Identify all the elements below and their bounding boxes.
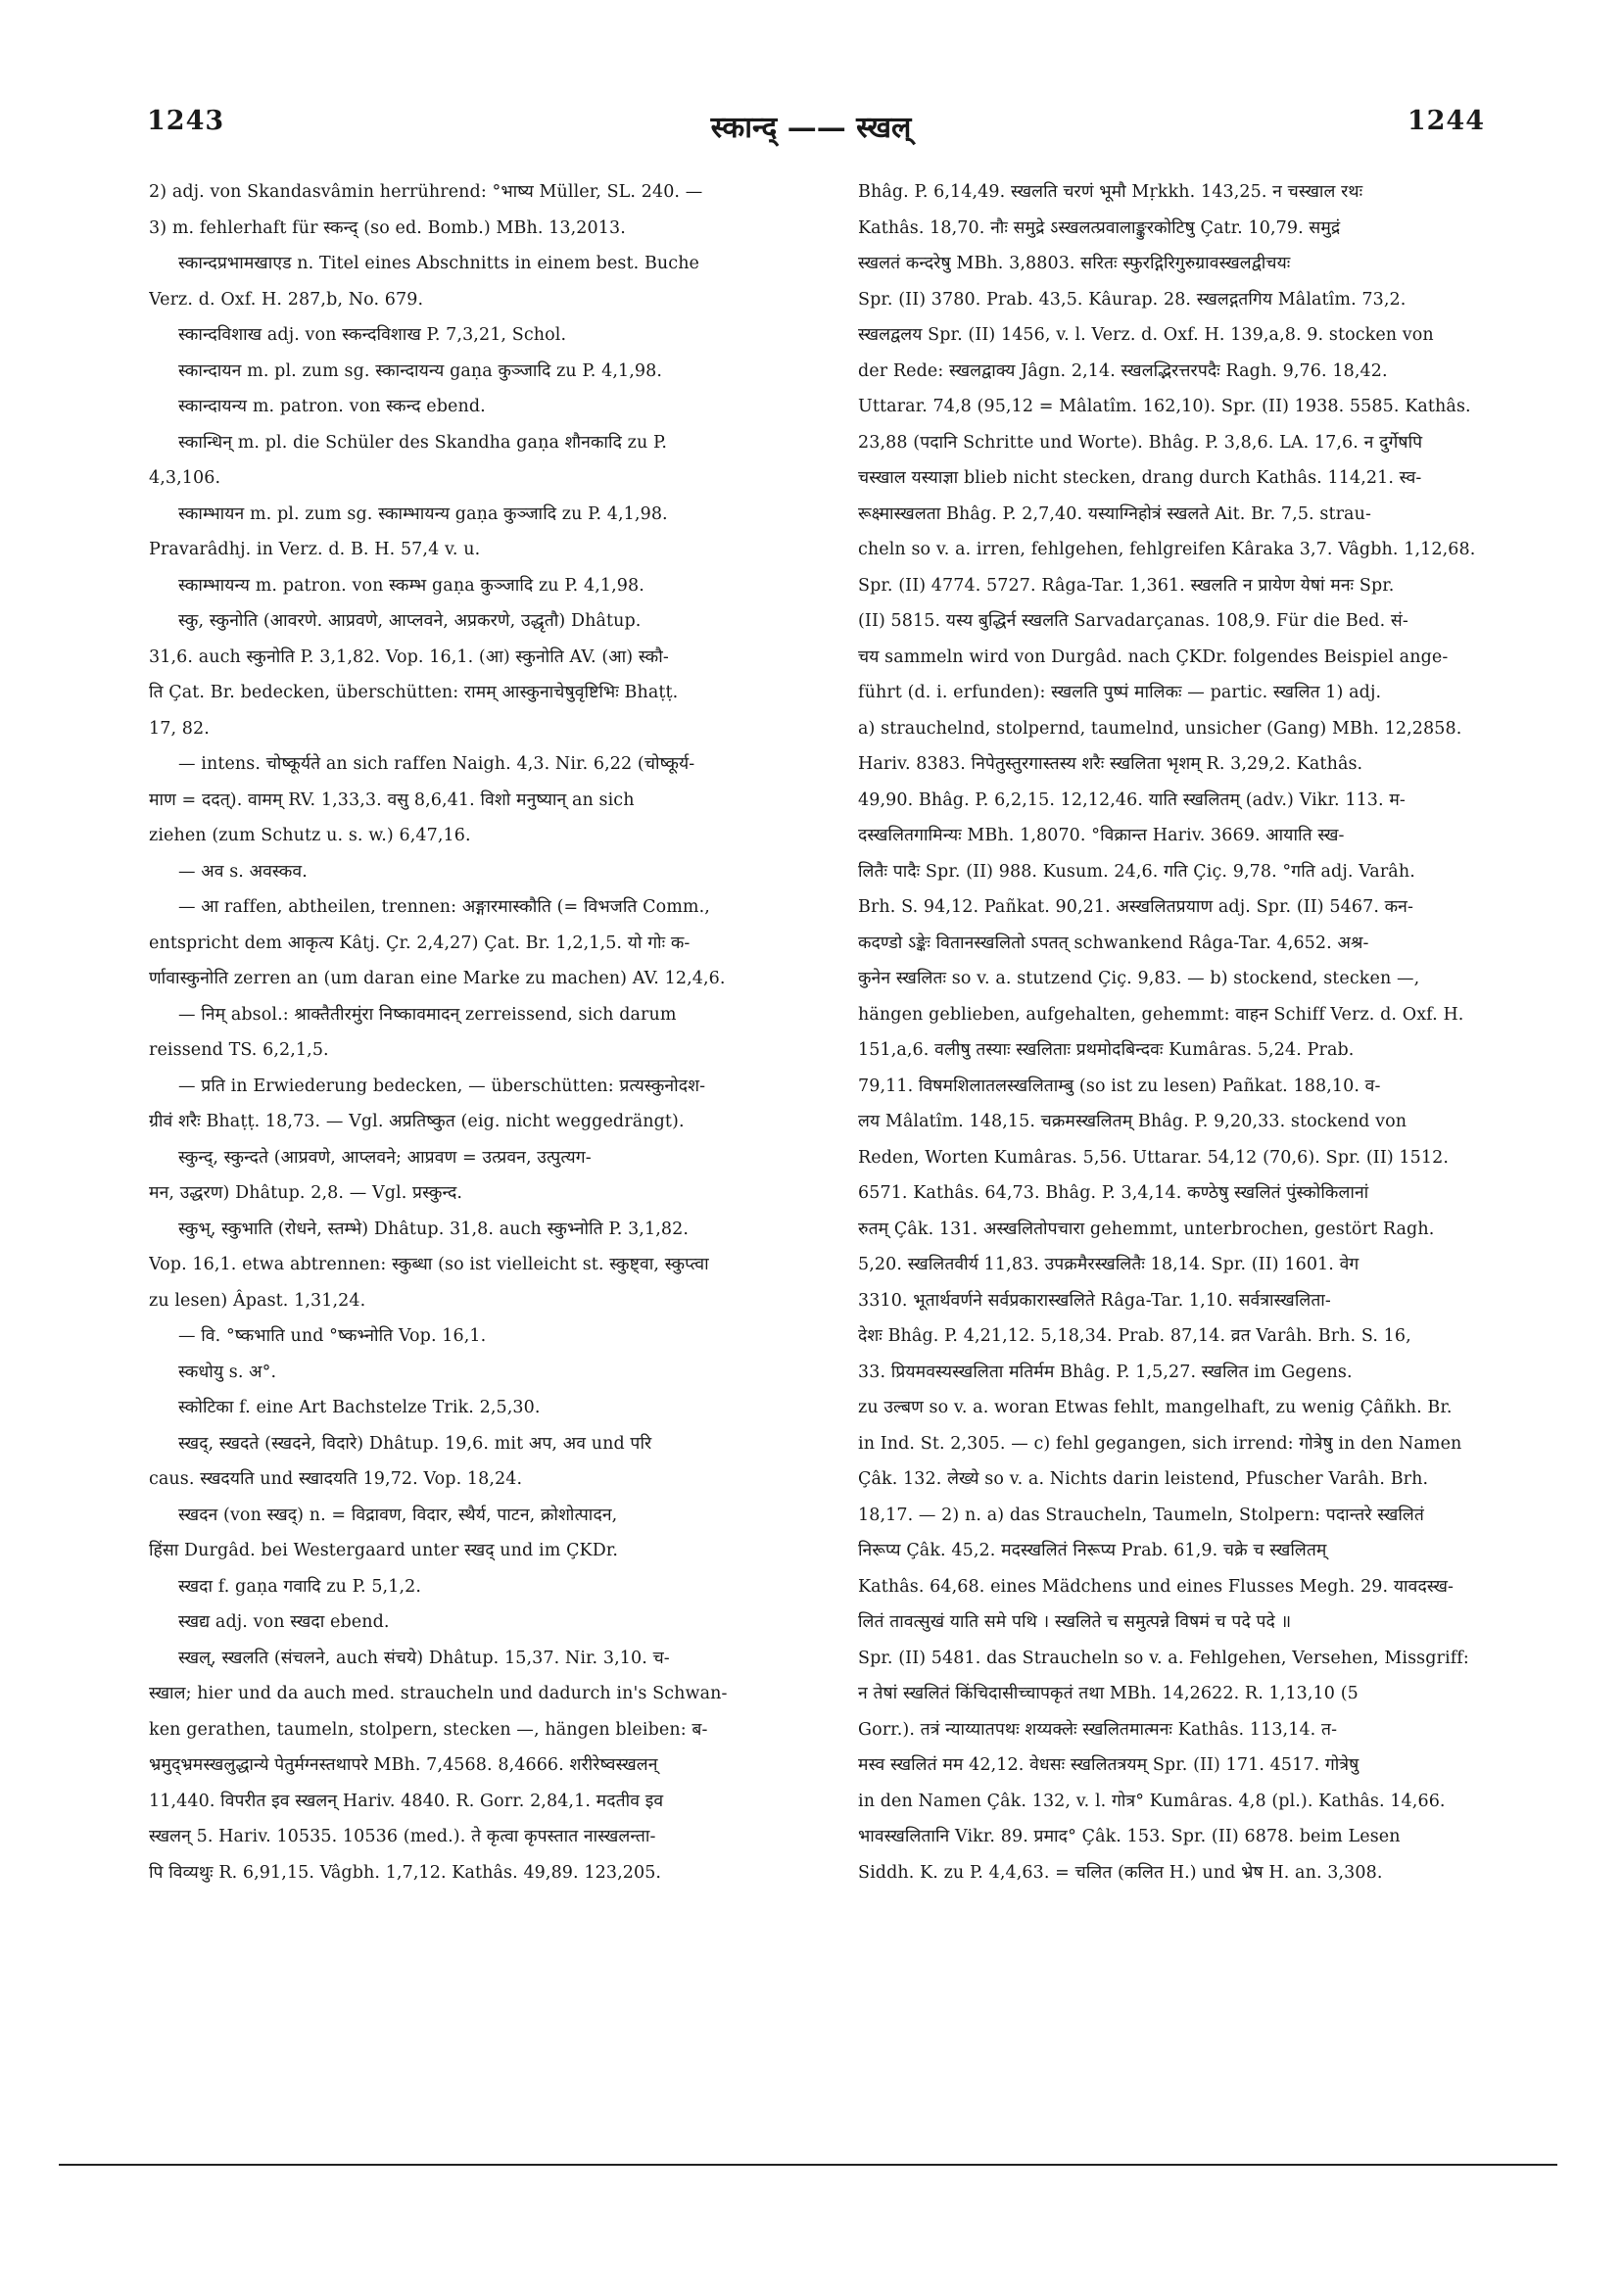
text-line: कदण्डो ऽङ्केः वितानस्खलितो ऽपतत् schwankend Râga-Tar. 4,652. अश्र-: [858, 933, 1369, 953]
text-line: 31,6. auch स्कुनोति P. 3,1,82. Vop. 16,1. (आ) स्कुनोति AV. (आ) स्कौ-: [149, 646, 669, 667]
text-line: स्कान्दायन्य m. patron. von स्कन्द ebend.: [178, 397, 486, 416]
text-line: 3) m. fehlerhaft für स्कन्द् (so ed. Bomb.) MBh. 13,2013.: [149, 217, 626, 238]
text-line: in Ind. St. 2,305. — c) fehl gegangen, sich irrend: गोत्रेषु in den Namen: [858, 1433, 1462, 1454]
text-line: führt (d. i. erfunden): स्खलति पुष्पं मालिकः — partic. स्खलित 1) adj.: [858, 683, 1382, 702]
text-line: मस्व स्खलितं मम 42,12. वेधसः स्खलितत्रयम् Spr. (II) 171. 4517. गोत्रेषु: [858, 1755, 1360, 1775]
text-line: 2) adj. von Skandasvâmin herrührend: °भाष्य Müller, SL. 240. —: [149, 182, 703, 202]
text-line: Siddh. K. zu P. 4,4,63. = चलित (कलित H.) und भ्रेष H. an. 3,308.: [858, 1862, 1383, 1883]
text-line: 151,a,6. वलीषु तस्याः स्खलिताः प्रथमोदबिन्दवः Kumâras. 5,24. Prab.: [858, 1040, 1355, 1060]
text-line: माण = ददत्). वामम् RV. 1,33,3. वसु 8,6,41. विशो मनुष्यान् an sich: [149, 789, 635, 810]
text-line: दस्खलितगामिन्यः MBh. 1,8070. °विक्रान्त Hariv. 3669. आयाति स्ख-: [858, 826, 1345, 845]
text-line: Çâk. 132. लेख्ये so v. a. Nichts darin leistend, Pfuscher Varâh. Brh.: [858, 1469, 1429, 1489]
text-line: Brh. S. 94,12. Pañkat. 90,21. अस्खलितप्रयाण adj. Spr. (II) 5467. कन-: [858, 897, 1414, 917]
text-line: 5,20. स्खलितवीर्य 11,83. उपक्रमैरस्खलितैः 18,14. Spr. (II) 1601. वेग: [858, 1255, 1360, 1274]
text-line: स्खद्य adj. von स्खदा ebend.: [178, 1612, 390, 1632]
text-line: 79,11. विषमशिलातलस्खलिताम्बु (so ist zu lesen) Pañkat. 188,10. व-: [858, 1076, 1381, 1096]
text-line: लितैः पादैः Spr. (II) 988. Kusum. 24,6. गति Çiç. 9,78. °गति adj. Varâh.: [858, 861, 1415, 882]
text-line: लितं तावत्सुखं याति समे पथि । स्खलिते च समुत्पन्ने विषमं च पदे पदे ॥: [858, 1612, 1292, 1632]
text-line: — निम् absol.: श्राक्तैतीरमुंरा निष्कावमादन् zerreissend, sich darum: [178, 1004, 677, 1025]
text-line: कुनेन स्खलितः so v. a. stutzend Çiç. 9,83. — b) stockend, stecken —,: [858, 969, 1420, 988]
text-line: हिंसा Durgâd. bei Westergaard unter स्खद् und im ÇKDr.: [149, 1541, 619, 1560]
text-line: चस्खाल यस्याज्ञा blieb nicht stecken, drang durch Kathâs. 114,21. स्व-: [858, 468, 1422, 488]
text-line: caus. स्खदयति und स्खादयति 19,72. Vop. 18,24.: [149, 1469, 523, 1489]
text-line: a) strauchelnd, stolpernd, taumelnd, unsicher (Gang) MBh. 12,2858.: [858, 718, 1462, 739]
text-line: — intens. चोष्कूर्यते an sich raffen Naigh. 4,3. Nir. 6,22 (चोष्कूर्य-: [178, 754, 695, 774]
text-line: in den Namen Çâk. 132, v. l. गोत्र° Kumâras. 4,8 (pl.). Kathâs. 14,66.: [858, 1791, 1446, 1811]
text-line: स्कान्दायन m. pl. zum sg. स्कान्दायन्य gaṇa कुञ्जादि zu P. 4,1,98.: [178, 360, 663, 381]
text-line: ziehen (zum Schutz u. s. w.) 6,47,16.: [149, 826, 471, 845]
text-line: ग्रीवं शरैः Bhaṭṭ. 18,73. — Vgl. अप्रतिष्कुत (eig. nicht weggedrängt).: [149, 1112, 685, 1131]
text-line: स्खाल; hier und da auch med. straucheln und dadurch in's Schwan-: [149, 1684, 728, 1703]
text-line: Kathâs. 18,70. नौः समुद्रे ऽस्खलत्प्रवालाङ्कुरकोटिषु Çatr. 10,79. समुद्रं: [858, 217, 1341, 238]
text-line: ति Çat. Br. bedecken, überschütten: रामम् आस्कुनाचेषुवृष्टिभिः Bhaṭṭ.: [149, 683, 679, 702]
text-line: लय Mâlatîm. 148,15. चक्रमस्खलितम् Bhâg. P. 9,20,33. stockend von: [858, 1112, 1407, 1131]
text-line: Uttarar. 74,8 (95,12 = Mâlatîm. 162,10). Spr. (II) 1938. 5585. Kathâs.: [858, 397, 1471, 416]
text-line: मन, उद्धरण) Dhâtup. 2,8. — Vgl. प्रस्कुन्द.: [149, 1183, 463, 1203]
text-line: स्खदन (von स्खद्) n. = विद्रावण, विदार, स्थैर्य, पाटन, क्रोशोत्पादन,: [178, 1505, 618, 1525]
text-line: — प्रति in Erwiederung bedecken, — überschütten: प्रत्यस्कुनोदश-: [178, 1076, 706, 1096]
text-line: Vop. 16,1. etwa abtrennen: स्कुब्धा (so ist vielleicht st. स्कुष्ट्वा, स्कुप्त्वा: [149, 1255, 709, 1274]
text-line: स्खलतं कन्दरेषु MBh. 3,8803. सरितः स्फुरद्गिरिगुरुग्रावस्खलद्वीचयः: [858, 254, 1291, 273]
text-line: स्खद्, स्खदते (स्खदने, विदारे) Dhâtup. 19,6. mit अप, अव und परि: [178, 1433, 652, 1454]
text-line: Reden, Worten Kumâras. 5,56. Uttarar. 54,12 (70,6). Spr. (II) 1512.: [858, 1147, 1450, 1168]
text-line: भ्रमुद्भ्रमस्खलुद्धान्ये पेतुर्मग्नस्तथापरे MBh. 7,4568. 8,4666. शरीरेष्वस्खलन्: [149, 1755, 658, 1775]
text-line: 4,3,106.: [149, 468, 221, 488]
text-line: रुतम् Çâk. 131. अस्खलितोपचारा gehemmt, unterbrochen, gestört Ragh.: [858, 1219, 1435, 1239]
text-line: स्खदा f. gaṇa गवादि zu P. 5,1,2.: [178, 1576, 422, 1597]
text-line: zu lesen) Âpast. 1,31,24.: [149, 1290, 366, 1311]
right-column: [858, 174, 1495, 2016]
text-line: Kathâs. 64,68. eines Mädchens und eines Flusses Megh. 29. यावदस्ख-: [858, 1576, 1455, 1597]
text-line: Hariv. 8383. निपेतुस्तुरगास्तस्य शरैः स्खलिता भृशम् R. 3,29,2. Kathâs.: [858, 754, 1363, 774]
text-line: स्खलन् 5. Hariv. 10535. 10536 (med.). ते कृत्वा कृपस्तात नास्खलन्ता-: [149, 1827, 656, 1846]
text-line: der Rede: स्खलद्वाक्य Jâgn. 2,14. स्खलद्भिरत्तरपदैः Ragh. 9,76. 18,42.: [858, 360, 1388, 381]
text-line: न तेषां स्खलितं किंचिदासीच्चापकृतं तथा MBh. 14,2622. R. 1,13,10 (5: [858, 1684, 1359, 1703]
running-title: स्कान्द् —— स्खल्: [710, 111, 912, 145]
text-line: स्काम्भायन m. pl. zum sg. स्काम्भायन्य gaṇa कुञ्जादि zu P. 4,1,98.: [178, 503, 668, 524]
text-line: स्कान्धिन् m. pl. die Schüler des Skandha gaṇa शौनकादि zu P.: [178, 432, 667, 453]
text-line: cheln so v. a. irren, fehlgehen, fehlgreifen Kâraka 3,7. Vâgbh. 1,12,68.: [858, 540, 1476, 559]
footer-rule: [59, 2164, 1557, 2166]
text-line: — वि. °ष्कभाति und °ष्कभ्नोति Vop. 16,1.: [178, 1326, 487, 1346]
text-line: zu उल्बण so v. a. woran Etwas fehlt, mangelhaft, zu wenig Çâñkh. Br.: [858, 1398, 1453, 1417]
text-line: Bhâg. P. 6,14,49. स्खलति चरणं भूमौ Mṛkkh. 143,25. न चस्खाल रथः: [858, 182, 1363, 202]
left-column: [149, 174, 786, 2016]
text-line: भावस्खलितानि Vikr. 89. प्रमाद° Çâk. 153. Spr. (II) 6878. beim Lesen: [858, 1827, 1401, 1846]
page-number-left: 1243: [147, 106, 225, 136]
text-line: स्कु, स्कुनोति (आवरणे. आप्रवणे, आप्लवने, अप्रकरणे, उद्धृतौ) Dhâtup.: [178, 611, 642, 631]
text-line: पि विव्यथुः R. 6,91,15. Vâgbh. 1,7,12. Kathâs. 49,89. 123,205.: [149, 1862, 662, 1883]
text-line: 49,90. Bhâg. P. 6,2,15. 12,12,46. याति स्खलितम् (adv.) Vikr. 113. म-: [858, 789, 1406, 810]
text-line: चय sammeln wird von Durgâd. nach ÇKDr. folgendes Beispiel ange-: [858, 646, 1449, 667]
text-line: स्कुन्द्, स्कुन्दते (आप्रवणे, आप्लवने; आप्रवण = उत्प्रवन, उत्पुत्यग-: [178, 1147, 592, 1168]
text-line: स्खल्, स्खलति (संचलने, auch संचये) Dhâtup. 15,37. Nir. 3,10. च-: [178, 1648, 670, 1668]
text-line: 23,88 (पदानि Schritte und Worte). Bhâg. P. 3,8,6. LA. 17,6. न दुर्गेषपि: [858, 432, 1423, 453]
text-line: hängen geblieben, aufgehalten, gehemmt: वाहन Schiff Verz. d. Oxf. H.: [858, 1004, 1464, 1025]
text-line: स्कान्दप्रभामखाएड n. Titel eines Abschnitts in einem best. Buche: [178, 254, 700, 273]
text-line: Spr. (II) 3780. Prab. 43,5. Kâurap. 28. स्खलद्गतगिय Mâlatîm. 73,2.: [858, 289, 1407, 310]
text-line: — अव s. अवस्कव.: [178, 861, 308, 882]
text-line: Verz. d. Oxf. H. 287,b, No. 679.: [149, 289, 424, 310]
text-line: Gorr.). तत्रं न्याय्यातपथः शय्यक्लेः स्खलितमात्मनः Kathâs. 113,14. त-: [858, 1719, 1338, 1740]
text-line: entspricht dem आकृत्य Kâtj. Çr. 2,4,27) Çat. Br. 1,2,1,5. यो गोः क-: [149, 933, 691, 953]
page-header: [0, 106, 1622, 149]
text-line: 17, 82.: [149, 718, 210, 739]
text-line: स्कोटिका f. eine Art Bachstelze Trik. 2,5,30.: [178, 1398, 541, 1417]
text-line: ken gerathen, taumeln, stolpern, stecken —, hängen bleiben: ब-: [149, 1719, 708, 1740]
text-line: 18,17. — 2) n. a) das Straucheln, Taumeln, Stolpern: पदान्तरे स्खलितं: [858, 1505, 1424, 1525]
page-number-right: 1244: [1407, 106, 1485, 136]
text-line: स्कान्दविशाख adj. von स्कन्दविशाख P. 7,3,21, Schol.: [178, 325, 567, 345]
text-line: निरूप्य Çâk. 45,2. मदस्खलितं निरूप्य Prab. 61,9. चक्रे च स्खलितम्: [858, 1541, 1327, 1560]
text-line: स्खलद्वलय Spr. (II) 1456, v. l. Verz. d. Oxf. H. 139,a,8. 9. stocken von: [858, 325, 1434, 345]
text-line: स्काम्भायन्य m. patron. von स्कम्भ gaṇa कुञ्जादि zu P. 4,1,98.: [178, 575, 644, 596]
text-line: 6571. Kathâs. 64,73. Bhâg. P. 3,4,14. कण्ठेषु स्खलितं पुंस्कोकिलानां: [858, 1183, 1369, 1203]
text-line: Pravarâdhj. in Verz. d. B. H. 57,4 v. u.: [149, 540, 481, 559]
text-line: 33. प्रियमवस्यस्खलिता मतिर्मम Bhâg. P. 1,5,27. स्खलित im Gegens.: [858, 1362, 1353, 1382]
text-line: स्कुभ्, स्कुभाति (रोधने, स्तम्भे) Dhâtup. 31,8. auch स्कुभ्नोति P. 3,1,82.: [178, 1219, 689, 1239]
text-line: 11,440. विपरीत इव स्खलन् Hariv. 4840. R. Gorr. 2,84,1. मदतीव इव: [149, 1791, 664, 1811]
text-line: देशः Bhâg. P. 4,21,12. 5,18,34. Prab. 87,14. व्रत Varâh. Brh. S. 16,: [858, 1326, 1411, 1346]
text-line: र्णावास्कुनोति zerren an (um daran eine Marke zu machen) AV. 12,4,6.: [149, 969, 726, 988]
text-line: (II) 5815. यस्य बुद्धिर्न स्खलति Sarvadarçanas. 108,9. Für die Bed. सं-: [858, 611, 1408, 631]
text-line: रूक्ष्मास्खलता Bhâg. P. 2,7,40. यस्याग्निहोत्रं स्खलते Ait. Br. 7,5. strau-: [858, 503, 1371, 524]
text-line: — आ raffen, abtheilen, trennen: अङ्गारमास्कौति (= विभजति Comm.,: [178, 897, 710, 917]
text-line: 3310. भूतार्थवर्णने सर्वप्रकारास्खलिते Râga-Tar. 1,10. सर्वत्रास्खलिता-: [858, 1290, 1331, 1311]
text-line: स्कधोयु s. अ°.: [178, 1362, 277, 1382]
text-line: Spr. (II) 5481. das Straucheln so v. a. Fehlgehen, Versehen, Missgriff:: [858, 1648, 1469, 1668]
text-line: reissend TS. 6,2,1,5.: [149, 1040, 329, 1060]
text-line: Spr. (II) 4774. 5727. Râga-Tar. 1,361. स्खलति न प्रायेण येषां मनः Spr.: [858, 575, 1395, 596]
